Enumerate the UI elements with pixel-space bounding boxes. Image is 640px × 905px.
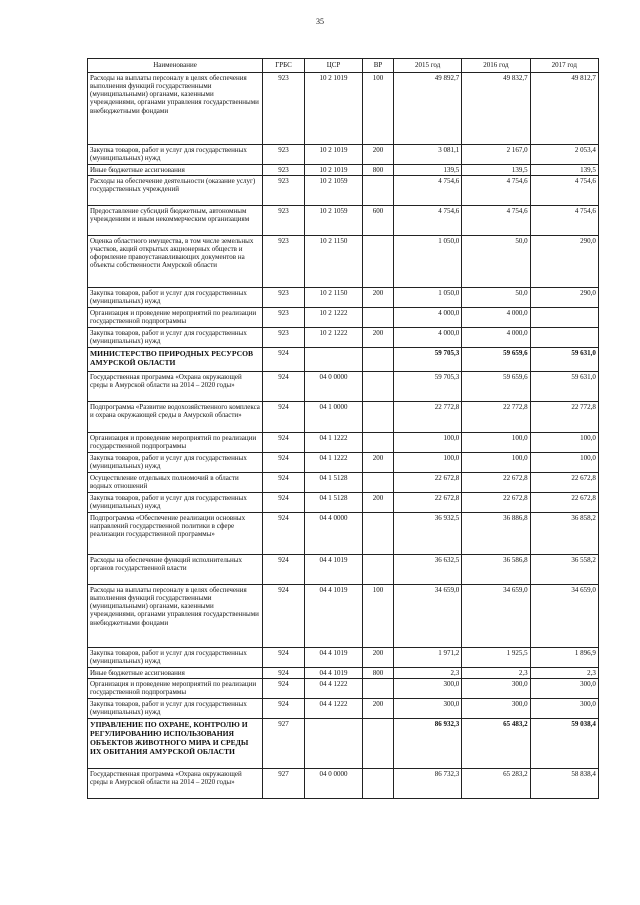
cell-2017: 139,5 — [530, 165, 598, 176]
cell-2015: 4 754,6 — [394, 206, 462, 236]
cell-2015: 86 732,3 — [394, 769, 462, 799]
cell-csr: 04 4 1019 — [305, 585, 363, 648]
cell-csr: 04 4 1019 — [305, 668, 363, 679]
cell-2017: 36 558,2 — [530, 555, 598, 585]
table-row — [88, 555, 599, 585]
header-name: Наименование — [88, 59, 263, 73]
cell-2016: 50,0 — [462, 236, 530, 288]
cell-vr — [363, 769, 394, 799]
cell-csr: 04 0 0000 — [305, 769, 363, 799]
cell-2016: 4 000,0 — [462, 308, 530, 328]
cell-vr — [363, 473, 394, 493]
cell-grbs: 924 — [263, 402, 305, 433]
table-row — [88, 402, 599, 433]
cell-2015: 3 081,1 — [394, 145, 462, 165]
cell-vr — [363, 348, 394, 372]
cell-2017: 2 053,4 — [530, 145, 598, 165]
cell-csr: 04 4 1019 — [305, 648, 363, 668]
cell-2017: 290,0 — [530, 236, 598, 288]
cell-2015: 300,0 — [394, 699, 462, 719]
cell-name: Закупка товаров, работ и услуг для государственных (муниципальных) нужд — [88, 145, 263, 165]
cell-grbs: 923 — [263, 308, 305, 328]
cell-csr: 04 4 1019 — [305, 555, 363, 585]
table-row — [88, 328, 599, 348]
cell-vr — [363, 402, 394, 433]
cell-2017: 49 812,7 — [530, 73, 598, 145]
cell-grbs: 927 — [263, 769, 305, 799]
cell-vr — [363, 679, 394, 699]
cell-name: Расходы на обеспечение функций исполнительных органов государственной власти — [88, 555, 263, 585]
cell-2017: 59 038,4 — [530, 719, 598, 769]
cell-vr: 200 — [363, 288, 394, 308]
cell-2017: 22 672,8 — [530, 493, 598, 513]
cell-grbs: 927 — [263, 719, 305, 769]
cell-name: Государственная программа «Охрана окружающей среды в Амурской области на 2014 – 2020 годы» — [88, 769, 263, 799]
cell-name: Закупка товаров, работ и услуг для государственных (муниципальных) нужд — [88, 493, 263, 513]
cell-2015: 59 705,3 — [394, 372, 462, 402]
cell-name: Государственная программа «Охрана окружающей среды в Амурской области на 2014 – 2020 годы» — [88, 372, 263, 402]
cell-2017: 59 631,0 — [530, 348, 598, 372]
cell-2015: 2,3 — [394, 668, 462, 679]
table-row — [88, 145, 599, 165]
cell-csr: 04 1 5128 — [305, 473, 363, 493]
cell-2017: 22 772,8 — [530, 402, 598, 433]
cell-grbs: 924 — [263, 679, 305, 699]
cell-2016: 4 000,0 — [462, 328, 530, 348]
table-row — [88, 648, 599, 668]
cell-2016: 65 283,2 — [462, 769, 530, 799]
cell-name: Оценка областного имущества, в том числе земельных участков, акций открытых акционерных обществ и оформление правоустанавливающих документов на объекты собственности Амурской области — [88, 236, 263, 288]
cell-2015: 4 000,0 — [394, 308, 462, 328]
cell-vr: 200 — [363, 453, 394, 473]
cell-csr: 04 1 5128 — [305, 493, 363, 513]
cell-2015: 22 772,8 — [394, 402, 462, 433]
cell-vr: 200 — [363, 648, 394, 668]
cell-name: Организация и проведение мероприятий по реализации государственной подпрограммы — [88, 308, 263, 328]
cell-2017: 300,0 — [530, 699, 598, 719]
cell-name: Закупка товаров, работ и услуг для государственных (муниципальных) нужд — [88, 288, 263, 308]
cell-csr: 04 1 0000 — [305, 402, 363, 433]
cell-2016: 100,0 — [462, 453, 530, 473]
cell-2016: 2,3 — [462, 668, 530, 679]
table-row — [88, 73, 599, 145]
cell-csr: 10 2 1222 — [305, 328, 363, 348]
cell-name: Подпрограмма «Развитие водохозяйственного комплекса и охрана окружающей среды в Амурской области» — [88, 402, 263, 433]
cell-name: Закупка товаров, работ и услуг для государственных (муниципальных) нужд — [88, 328, 263, 348]
table-row — [88, 165, 599, 176]
cell-2017: 36 858,2 — [530, 513, 598, 555]
cell-2016: 4 754,6 — [462, 176, 530, 206]
cell-vr: 200 — [363, 145, 394, 165]
cell-name: Закупка товаров, работ и услуг для государственных (муниципальных) нужд — [88, 648, 263, 668]
cell-2016: 34 659,0 — [462, 585, 530, 648]
budget-table — [87, 58, 599, 799]
header-2015: 2015 год — [394, 59, 462, 73]
table-row — [88, 308, 599, 328]
cell-2016: 22 772,8 — [462, 402, 530, 433]
cell-name: Предоставление субсидий бюджетным, автономным учреждениям и иным некоммерческим организациям — [88, 206, 263, 236]
cell-2016: 59 659,6 — [462, 372, 530, 402]
cell-2015: 49 892,7 — [394, 73, 462, 145]
cell-2015: 22 672,8 — [394, 473, 462, 493]
cell-grbs: 924 — [263, 453, 305, 473]
cell-csr: 10 2 1150 — [305, 288, 363, 308]
cell-csr: 04 4 1222 — [305, 679, 363, 699]
cell-vr: 800 — [363, 668, 394, 679]
table-header-row — [88, 59, 599, 73]
cell-grbs: 923 — [263, 165, 305, 176]
table-row — [88, 206, 599, 236]
table-row — [88, 719, 599, 769]
cell-vr: 200 — [363, 493, 394, 513]
cell-grbs: 923 — [263, 288, 305, 308]
table-row — [88, 668, 599, 679]
cell-2016: 36 886,8 — [462, 513, 530, 555]
cell-2015: 1 050,0 — [394, 236, 462, 288]
cell-grbs: 924 — [263, 668, 305, 679]
cell-2017: 2,3 — [530, 668, 598, 679]
table-body — [88, 73, 599, 799]
cell-2016: 300,0 — [462, 699, 530, 719]
cell-2015: 1 050,0 — [394, 288, 462, 308]
cell-2016: 2 167,0 — [462, 145, 530, 165]
cell-grbs: 924 — [263, 372, 305, 402]
cell-2015: 36 632,5 — [394, 555, 462, 585]
cell-2017: 1 896,9 — [530, 648, 598, 668]
cell-vr — [363, 513, 394, 555]
cell-csr: 10 2 1019 — [305, 145, 363, 165]
cell-2016: 22 672,8 — [462, 473, 530, 493]
cell-2016: 59 659,6 — [462, 348, 530, 372]
cell-name: Расходы на обеспечение деятельности (оказание услуг) государственных учреждений — [88, 176, 263, 206]
table-row — [88, 679, 599, 699]
cell-2017: 100,0 — [530, 433, 598, 453]
cell-vr: 100 — [363, 585, 394, 648]
table-row — [88, 453, 599, 473]
cell-2017 — [530, 308, 598, 328]
page-number: 35 — [316, 17, 324, 26]
cell-2017: 290,0 — [530, 288, 598, 308]
cell-vr: 800 — [363, 165, 394, 176]
cell-name: Закупка товаров, работ и услуг для государственных (муниципальных) нужд — [88, 699, 263, 719]
cell-2016: 36 586,8 — [462, 555, 530, 585]
cell-2016: 22 672,8 — [462, 493, 530, 513]
cell-2017: 300,0 — [530, 679, 598, 699]
cell-grbs: 923 — [263, 73, 305, 145]
cell-2017: 58 838,4 — [530, 769, 598, 799]
cell-2015: 22 672,8 — [394, 493, 462, 513]
cell-2016: 1 925,5 — [462, 648, 530, 668]
cell-vr — [363, 719, 394, 769]
cell-2015: 86 932,3 — [394, 719, 462, 769]
cell-csr — [305, 348, 363, 372]
cell-2015: 300,0 — [394, 679, 462, 699]
cell-csr: 10 2 1019 — [305, 165, 363, 176]
cell-grbs: 924 — [263, 493, 305, 513]
cell-grbs: 923 — [263, 176, 305, 206]
table-row — [88, 473, 599, 493]
cell-csr: 10 2 1019 — [305, 73, 363, 145]
cell-name: Иные бюджетные ассигнования — [88, 165, 263, 176]
cell-name: МИНИСТЕРСТВО ПРИРОДНЫХ РЕСУРСОВ АМУРСКОЙ ОБЛАСТИ — [88, 348, 263, 372]
table-row — [88, 236, 599, 288]
cell-csr: 04 1 1222 — [305, 433, 363, 453]
table-row — [88, 699, 599, 719]
cell-grbs: 924 — [263, 585, 305, 648]
cell-grbs: 923 — [263, 206, 305, 236]
cell-vr — [363, 555, 394, 585]
cell-grbs: 924 — [263, 699, 305, 719]
cell-name: Подпрограмма «Обеспечение реализации основных направлений государственной политики в сфере реализации государственной программы» — [88, 513, 263, 555]
cell-vr: 200 — [363, 328, 394, 348]
cell-grbs: 924 — [263, 648, 305, 668]
cell-2016: 65 483,2 — [462, 719, 530, 769]
header-vr: ВР — [363, 59, 394, 73]
cell-name: Осуществление отдельных полномочий в области водных отношений — [88, 473, 263, 493]
cell-grbs: 924 — [263, 473, 305, 493]
table-row — [88, 372, 599, 402]
cell-grbs: 923 — [263, 328, 305, 348]
cell-2016: 139,5 — [462, 165, 530, 176]
table-row — [88, 348, 599, 372]
cell-2016: 100,0 — [462, 433, 530, 453]
header-2016: 2016 год — [462, 59, 530, 73]
cell-name: Закупка товаров, работ и услуг для государственных (муниципальных) нужд — [88, 453, 263, 473]
cell-vr — [363, 236, 394, 288]
cell-vr: 600 — [363, 206, 394, 236]
cell-csr: 04 4 1222 — [305, 699, 363, 719]
cell-2015: 1 971,2 — [394, 648, 462, 668]
cell-2017: 100,0 — [530, 453, 598, 473]
cell-csr: 10 2 1150 — [305, 236, 363, 288]
cell-grbs: 924 — [263, 513, 305, 555]
cell-csr: 04 1 1222 — [305, 453, 363, 473]
cell-grbs: 924 — [263, 433, 305, 453]
cell-name: Иные бюджетные ассигнования — [88, 668, 263, 679]
cell-2017 — [530, 328, 598, 348]
cell-2015: 34 659,0 — [394, 585, 462, 648]
cell-csr — [305, 719, 363, 769]
cell-csr: 10 2 1059 — [305, 206, 363, 236]
cell-grbs: 924 — [263, 555, 305, 585]
cell-2016: 50,0 — [462, 288, 530, 308]
header-grbs: ГРБС — [263, 59, 305, 73]
cell-name: Организация и проведение мероприятий по реализации государственной подпрограммы — [88, 433, 263, 453]
cell-name: УПРАВЛЕНИЕ ПО ОХРАНЕ, КОНТРОЛЮ И РЕГУЛИРОВАНИЮ ИСПОЛЬЗОВАНИЯ ОБЪЕКТОВ ЖИВОТНОГО МИРА И СРЕДЫ ИХ ОБИТАНИЯ АМУРСКОЙ ОБЛАСТИ — [88, 719, 263, 769]
table-row — [88, 585, 599, 648]
cell-name: Организация и проведение мероприятий по реализации государственной подпрограммы — [88, 679, 263, 699]
cell-vr — [363, 433, 394, 453]
cell-2017: 4 754,6 — [530, 176, 598, 206]
cell-2015: 4 000,0 — [394, 328, 462, 348]
cell-csr: 04 4 0000 — [305, 513, 363, 555]
table-row — [88, 769, 599, 799]
cell-csr: 04 0 0000 — [305, 372, 363, 402]
table-row — [88, 433, 599, 453]
cell-2015: 100,0 — [394, 453, 462, 473]
cell-name: Расходы на выплаты персоналу в целях обеспечения выполнения функций государственными (муниципальными) органами, казенными учреждениями, органами управления государственными внебюджетными фондами — [88, 73, 263, 145]
cell-csr: 10 2 1059 — [305, 176, 363, 206]
cell-vr — [363, 308, 394, 328]
cell-2017: 59 631,0 — [530, 372, 598, 402]
cell-csr: 10 2 1222 — [305, 308, 363, 328]
cell-vr: 100 — [363, 73, 394, 145]
cell-2015: 36 932,5 — [394, 513, 462, 555]
cell-grbs: 924 — [263, 348, 305, 372]
cell-2016: 49 832,7 — [462, 73, 530, 145]
table-row — [88, 288, 599, 308]
cell-2017: 22 672,8 — [530, 473, 598, 493]
cell-2015: 100,0 — [394, 433, 462, 453]
cell-2015: 139,5 — [394, 165, 462, 176]
cell-2017: 34 659,0 — [530, 585, 598, 648]
cell-grbs: 923 — [263, 145, 305, 165]
header-csr: ЦСР — [305, 59, 363, 73]
cell-name: Расходы на выплаты персоналу в целях обеспечения выполнения функций государственными (муниципальными) органами, казенными учреждениями, органами управления государственными внебюджетными фондами — [88, 585, 263, 648]
cell-2016: 300,0 — [462, 679, 530, 699]
cell-2015: 59 705,3 — [394, 348, 462, 372]
table-row — [88, 176, 599, 206]
cell-2015: 4 754,6 — [394, 176, 462, 206]
table-row — [88, 513, 599, 555]
cell-grbs: 923 — [263, 236, 305, 288]
cell-vr — [363, 176, 394, 206]
cell-2017: 4 754,6 — [530, 206, 598, 236]
cell-vr: 200 — [363, 699, 394, 719]
cell-2016: 4 754,6 — [462, 206, 530, 236]
header-2017: 2017 год — [530, 59, 598, 73]
cell-vr — [363, 372, 394, 402]
table-row — [88, 493, 599, 513]
